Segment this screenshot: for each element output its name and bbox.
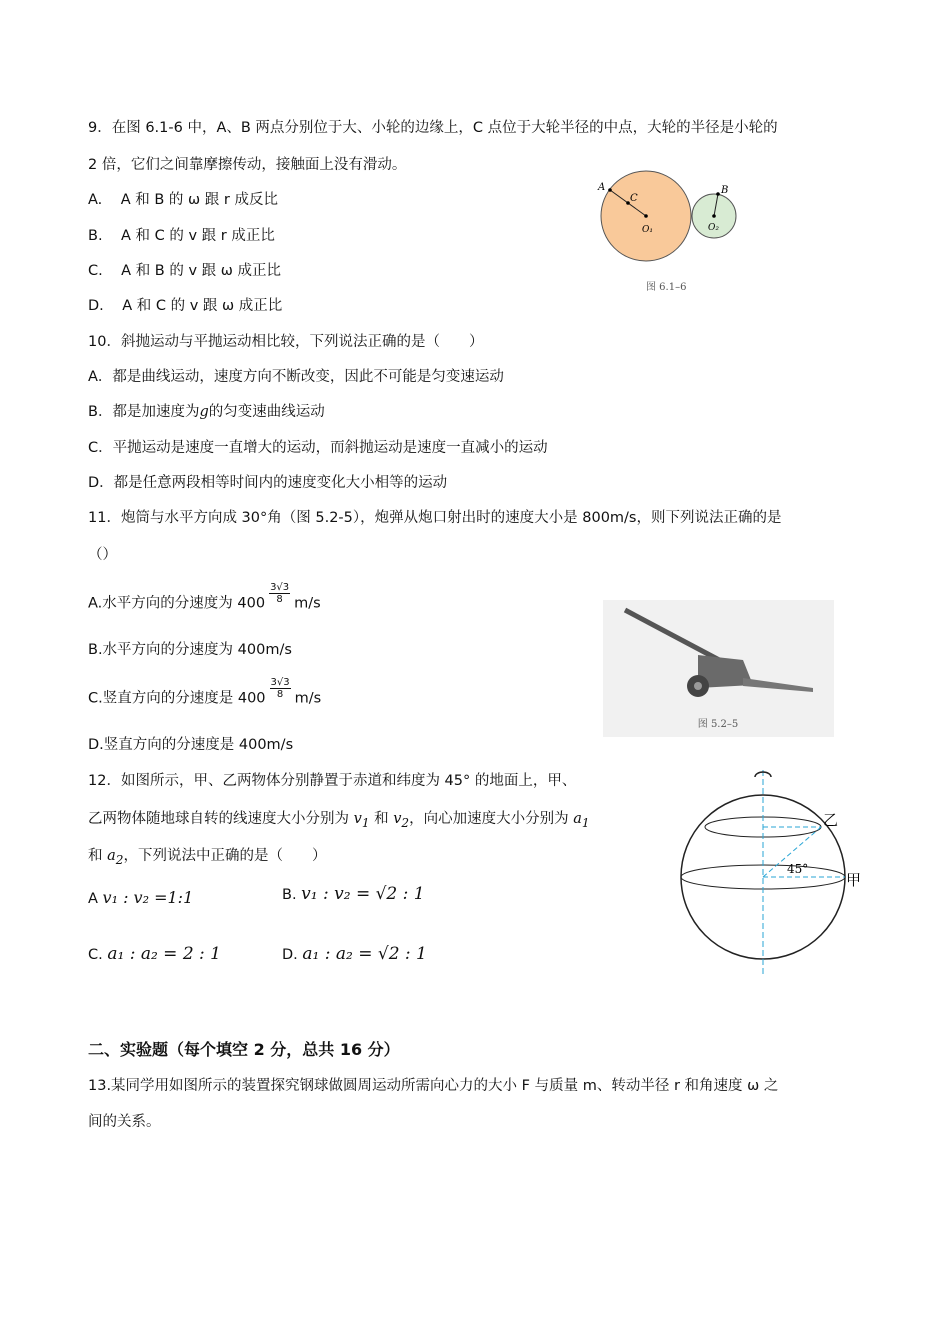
q12-option-d — [282, 944, 427, 964]
q12-option-b — [282, 884, 425, 904]
wheel-figure — [590, 168, 780, 298]
q11-stem: 11．炮筒与水平方向成 30°角（图 5.2-5），炮弹从炮口射出时的速度大小是 800m/s，则下列说法正确的是 — [88, 510, 782, 526]
numerator: 3√3 — [270, 582, 290, 593]
v2: $v_2$ — [393, 811, 410, 830]
q10-option-a: A．都是曲线运动，速度方向不断改变，因此不可能是匀变速运动 — [88, 369, 504, 385]
q11-option-a-text: A.水平方向的分速度为 400 — [88, 595, 266, 612]
q9-option-c: C. A 和 B 的 v 跟 ω 成正比 — [88, 263, 282, 279]
q9-stem: 9．在图 6.1-6 中，A、B 两点分别位于大、小轮的边缘上，C 点位于大轮半径的中点，大轮的半径是小轮的 — [88, 120, 778, 136]
q10-option-b-rest: 的匀变速曲线运动 — [208, 404, 325, 420]
q9-option-d: D. A 和 C 的 v 跟 ω 成正比 — [88, 298, 283, 314]
label: C. — [88, 947, 103, 963]
q11-option-a — [88, 582, 321, 615]
section-title: 二、实验题（每个填空 2 分，总共 16 分） — [88, 1040, 400, 1059]
a2: $a_2$ — [107, 848, 124, 867]
q12-stem: 12．如图所示，甲、乙两物体分别静置于赤道和纬度为 45° 的地面上，甲、 — [88, 773, 577, 789]
label: A — [88, 891, 98, 907]
figure-caption: 图 6.1–6 — [646, 282, 687, 293]
denominator: 8 — [276, 594, 283, 605]
text: 乙两物体随地球自转的线速度大小分别为 — [88, 811, 354, 827]
q13-stem-cont: 间的关系。 — [88, 1114, 161, 1130]
numerator: 3√3 — [270, 677, 290, 688]
expr: a₁ : a₂ = 2 : 1 — [107, 944, 221, 964]
label-a: A — [598, 182, 606, 193]
q11-option-b: B.水平方向的分速度为 400m/s — [88, 642, 292, 658]
label-o1: O₁ — [642, 225, 653, 235]
var: v — [353, 811, 362, 827]
q10-stem: 10．斜抛运动与平抛运动相比较，下列说法正确的是（ ） — [88, 334, 484, 350]
unit: m/s — [294, 595, 321, 612]
q12-stem-cont2 — [88, 846, 326, 870]
expr: a₁ : a₂ = √2 : 1 — [302, 944, 427, 964]
q9-stem-cont: 2 倍，它们之间靠摩擦传动，接触面上没有滑动。 — [88, 157, 407, 173]
var: v — [393, 811, 402, 827]
q11-stem-cont: （） — [88, 547, 117, 563]
q12-stem-cont — [88, 809, 590, 833]
text: 和 — [88, 848, 108, 864]
expr: v₁ : v₂ =1:1 — [102, 888, 194, 907]
text: ，下列说法中正确的是（ ） — [123, 848, 327, 864]
fraction — [269, 582, 290, 605]
label: B. — [282, 887, 297, 903]
label-b: B — [721, 185, 729, 196]
expr: v₁ : v₂ = √2 : 1 — [301, 884, 425, 904]
label-jia: 甲 — [846, 871, 862, 889]
q10-option-d: D．都是任意两段相等时间内的速度变化大小相等的运动 — [88, 475, 448, 491]
cannon-figure — [603, 600, 834, 737]
q10-option-c: C．平抛运动是速度一直增大的运动，而斜抛运动是速度一直减小的运动 — [88, 440, 548, 456]
var-g: g — [199, 404, 209, 420]
q12-option-a — [88, 888, 193, 907]
figure-caption: 图 5.2–5 — [697, 719, 739, 730]
q10-option-b-text: B．都是加速度为 — [88, 404, 200, 420]
fraction — [270, 677, 291, 700]
label-o2: O₂ — [708, 223, 719, 233]
a1: $a_1$ — [573, 811, 590, 830]
q11-option-c-text: C.竖直方向的分速度是 400 — [88, 690, 266, 707]
text: 和 — [369, 811, 394, 827]
label: D. — [282, 947, 298, 963]
q11-option-c — [88, 677, 322, 710]
text: ，向心加速度大小分别为 — [409, 811, 574, 827]
v1: $v_1$ — [353, 811, 370, 830]
q9-option-a: A. A 和 B 的 ω 跟 r 成反比 — [88, 192, 278, 208]
q10-option-b — [88, 402, 325, 422]
label-yi: 乙 — [823, 811, 839, 829]
q9-option-b: B. A 和 C 的 v 跟 r 成正比 — [88, 228, 275, 244]
globe-figure — [675, 765, 875, 980]
denominator: 8 — [276, 689, 284, 700]
label-c: C — [630, 193, 638, 204]
q13-stem: 13.某同学用如图所示的装置探究钢球做圆周运动所需向心力的大小 F 与质量 m、转动半径 r 和角速度 ω 之 — [88, 1078, 779, 1094]
q12-option-c — [88, 944, 221, 964]
unit: m/s — [294, 690, 322, 707]
q11-option-d: D.竖直方向的分速度是 400m/s — [88, 737, 294, 753]
label-45: 45° — [787, 862, 809, 876]
